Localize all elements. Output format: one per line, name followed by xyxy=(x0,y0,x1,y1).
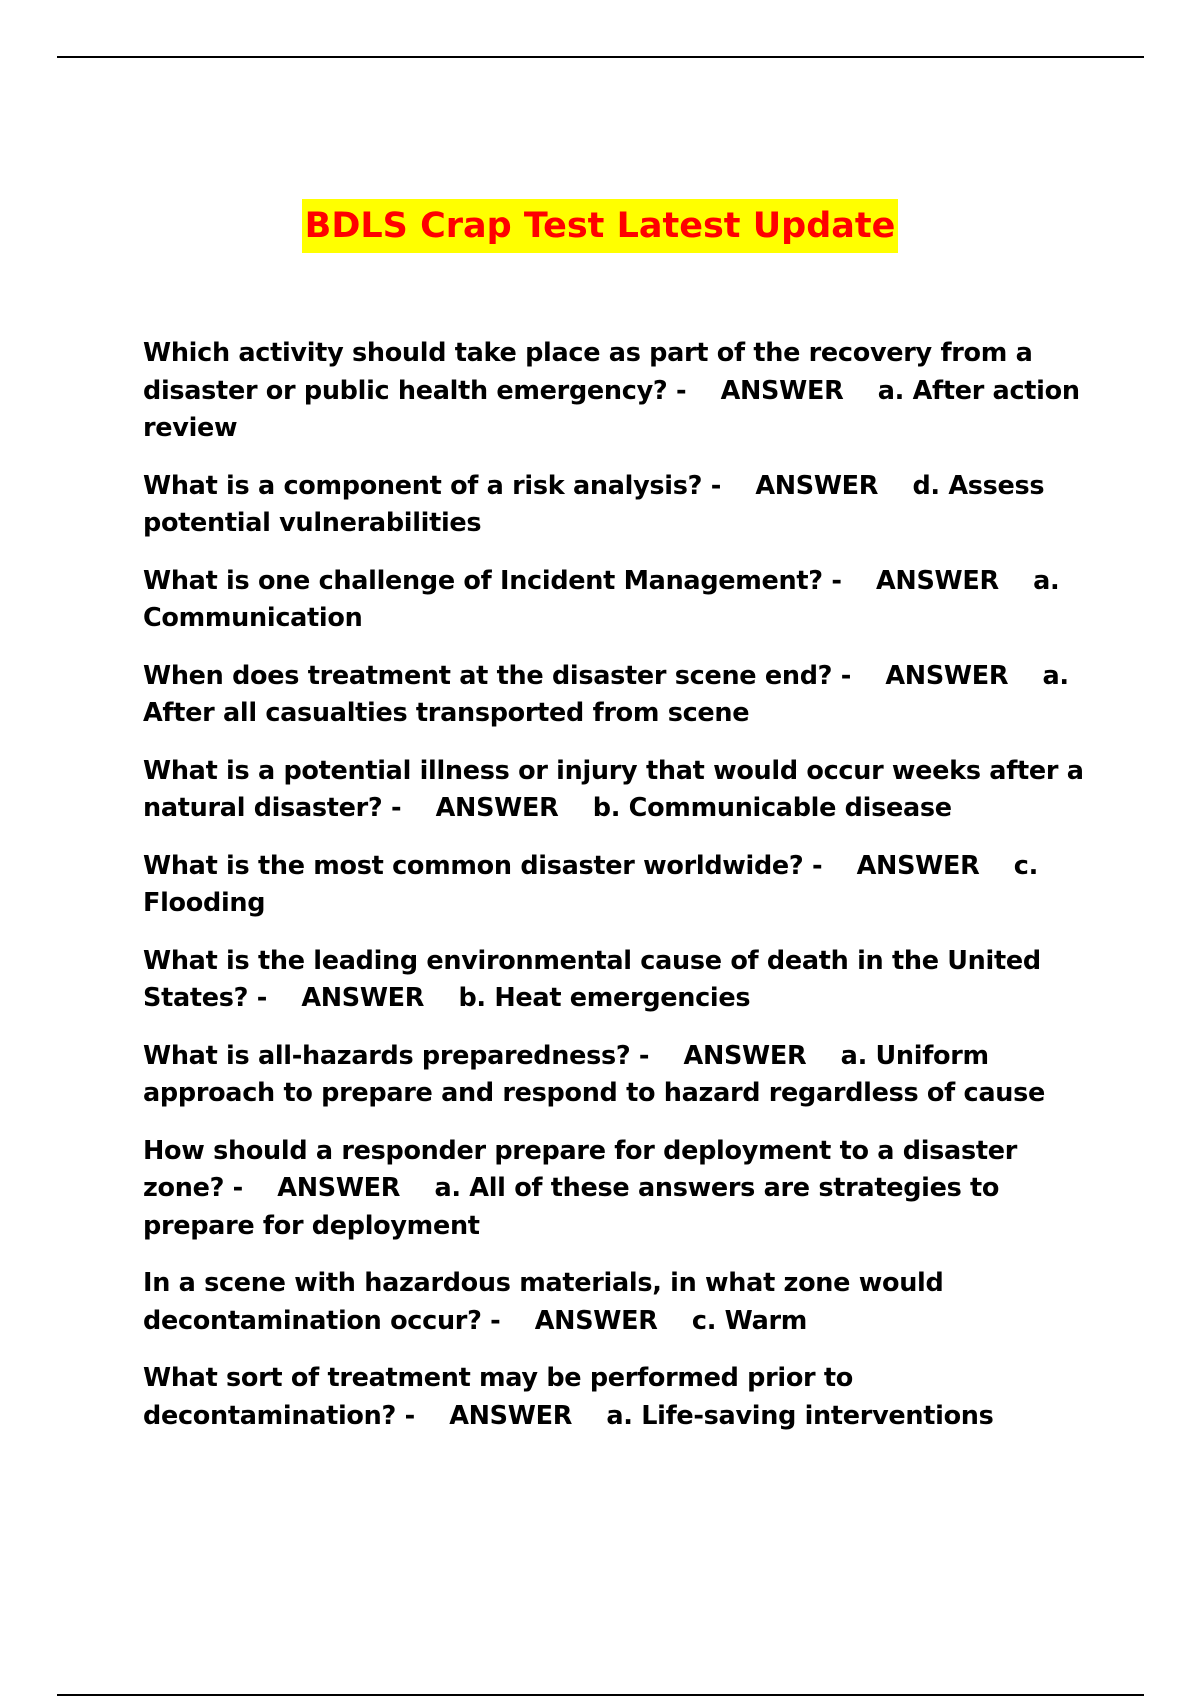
answer-text: a. After all casualties transported from scene xyxy=(143,660,1069,728)
separator: - xyxy=(248,983,302,1013)
answer-text: a. Life-saving interventions xyxy=(606,1400,994,1431)
answer-text: b. Communicable disease xyxy=(592,793,952,823)
question-text: What is a component of a risk analysis? xyxy=(143,470,703,501)
answer-text: c. Warm xyxy=(691,1305,808,1336)
question-text: What sort of treatment may be performed prior to decontamination? xyxy=(143,1363,854,1431)
answer-label: ANSWER xyxy=(856,850,980,881)
answer-label: ANSWER xyxy=(301,983,425,1013)
answer-gap xyxy=(572,1401,606,1431)
qa-item xyxy=(143,753,1098,828)
answer-gap xyxy=(424,983,458,1013)
answer-label: ANSWER xyxy=(449,1400,573,1431)
question-text: What is the leading environmental cause of death in the United States? xyxy=(143,945,1041,1013)
question-text: What is a potential illness or injury that would occur weeks after a natural disaster? xyxy=(143,755,1084,823)
answer-label: ANSWER xyxy=(534,1305,658,1336)
answer-label: ANSWER xyxy=(683,1040,807,1071)
question-text: What is one challenge of Incident Management? xyxy=(143,565,823,596)
separator: - xyxy=(224,1173,278,1203)
qa-item xyxy=(143,1038,1098,1113)
answer-text: a. Uniform approach to prepare and respond to hazard regardless of cause xyxy=(143,1040,1045,1108)
separator: - xyxy=(667,375,721,406)
qa-item xyxy=(143,468,1098,543)
question-text: How should a responder prepare for deployment to a disaster zone? xyxy=(143,1135,1017,1203)
answer-gap xyxy=(999,566,1033,596)
separator: - xyxy=(803,850,857,881)
question-text: What is the most common disaster worldwide? xyxy=(143,850,804,881)
answer-label: ANSWER xyxy=(720,375,844,406)
qa-item xyxy=(143,335,1098,448)
qa-item xyxy=(143,1265,1098,1340)
separator: - xyxy=(630,1040,684,1071)
question-text: What is all-hazards preparedness? xyxy=(143,1040,631,1071)
question-text: When does treatment at the disaster scene end? xyxy=(143,660,833,691)
answer-text: b. Heat emergencies xyxy=(458,983,751,1013)
separator: - xyxy=(481,1305,535,1336)
answer-text: a. Communication xyxy=(143,565,1060,633)
qa-item xyxy=(143,1360,1098,1435)
answer-label: ANSWER xyxy=(885,660,1009,691)
answer-label: ANSWER xyxy=(277,1173,401,1203)
answer-text: a. After action review xyxy=(143,375,1080,443)
question-text: In a scene with hazardous materials, in what zone would decontamination occur? xyxy=(143,1268,944,1336)
answer-gap xyxy=(558,793,592,823)
top-rule xyxy=(57,56,1144,58)
answer-gap xyxy=(979,851,1013,881)
answer-gap xyxy=(843,376,877,406)
answer-gap xyxy=(400,1173,434,1203)
qa-item xyxy=(143,658,1098,733)
qa-item xyxy=(143,848,1098,923)
answer-label: ANSWER xyxy=(875,565,999,596)
bottom-rule xyxy=(57,1694,1144,1696)
answer-gap xyxy=(806,1041,840,1071)
document-title: BDLS Crap Test Latest Update xyxy=(302,199,899,253)
separator: - xyxy=(822,565,876,596)
answer-label: ANSWER xyxy=(755,470,879,501)
qa-list xyxy=(143,335,1098,1455)
answer-gap xyxy=(878,471,912,501)
answer-text: c. Flooding xyxy=(143,850,1038,918)
answer-gap xyxy=(658,1306,692,1336)
answer-label: ANSWER xyxy=(435,793,559,823)
qa-item xyxy=(143,943,1098,1018)
qa-item xyxy=(143,563,1098,638)
title-container xyxy=(0,199,1200,253)
qa-item xyxy=(143,1133,1098,1246)
answer-text: a. All of these answers are strategies to prepare for deployment xyxy=(143,1173,1000,1241)
answer-text: d. Assess potential vulnerabilities xyxy=(143,470,1045,538)
separator: - xyxy=(832,660,886,691)
answer-gap xyxy=(1008,661,1042,691)
question-text: Which activity should take place as part of the recovery from a disaster or public health emergency? xyxy=(143,338,1033,406)
separator: - xyxy=(396,1400,450,1431)
separator: - xyxy=(702,470,756,501)
separator: - xyxy=(382,793,436,823)
